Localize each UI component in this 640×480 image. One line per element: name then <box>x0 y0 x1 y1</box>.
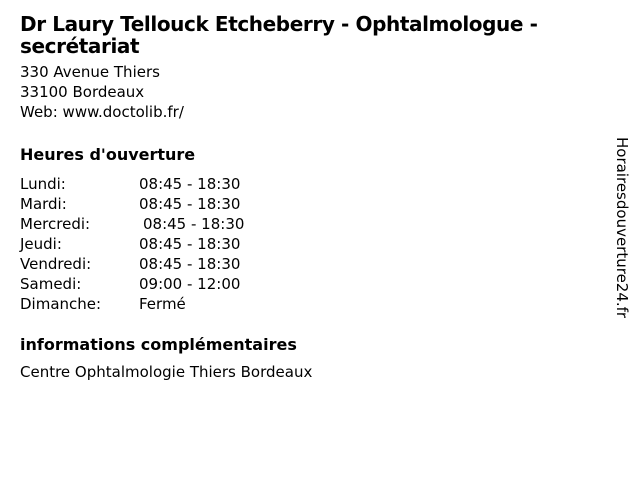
hours-row-saturday <box>20 274 614 294</box>
time-value: Fermé <box>139 295 186 313</box>
page-title: Dr Laury Tellouck Etcheberry - Ophtalmologue - secrétariat <box>20 12 538 58</box>
day-label: Vendredi: <box>20 255 92 273</box>
additional-info-heading: informations complémentaires <box>20 335 297 354</box>
hours-row-friday <box>20 254 614 274</box>
hours-row-thursday <box>20 234 614 254</box>
business-listing-page <box>20 13 614 382</box>
time-value: 08:45 - 18:30 <box>139 175 241 193</box>
day-label: Samedi: <box>20 275 82 293</box>
address-street: 330 Avenue Thiers <box>20 63 160 81</box>
day-label: Dimanche: <box>20 295 102 313</box>
hours-row-tuesday <box>20 194 614 214</box>
day-label: Mercredi: <box>20 215 91 233</box>
time-value: 09:00 - 12:00 <box>139 275 241 293</box>
hours-row-sunday <box>20 294 614 314</box>
hours-table <box>20 174 614 314</box>
address-city: 33100 Bordeaux <box>20 83 145 101</box>
web-line <box>20 102 614 122</box>
day-label: Jeudi: <box>20 235 62 253</box>
additional-info-text: Centre Ophtalmologie Thiers Bordeaux <box>20 363 313 381</box>
web-label: Web: <box>20 103 58 121</box>
hours-row-monday <box>20 174 614 194</box>
time-value: 08:45 - 18:30 <box>143 215 245 233</box>
web-link[interactable]: www.doctolib.fr/ <box>62 103 184 121</box>
day-label: Lundi: <box>20 175 66 193</box>
address-block <box>20 62 614 122</box>
hours-row-wednesday <box>20 214 614 234</box>
day-label: Mardi: <box>20 195 67 213</box>
watermark-branding: Horairesdouverture24.fr <box>613 137 631 319</box>
hours-heading: Heures d'ouverture <box>20 145 196 164</box>
time-value: 08:45 - 18:30 <box>139 255 241 273</box>
time-value: 08:45 - 18:30 <box>139 195 241 213</box>
time-value: 08:45 - 18:30 <box>139 235 241 253</box>
